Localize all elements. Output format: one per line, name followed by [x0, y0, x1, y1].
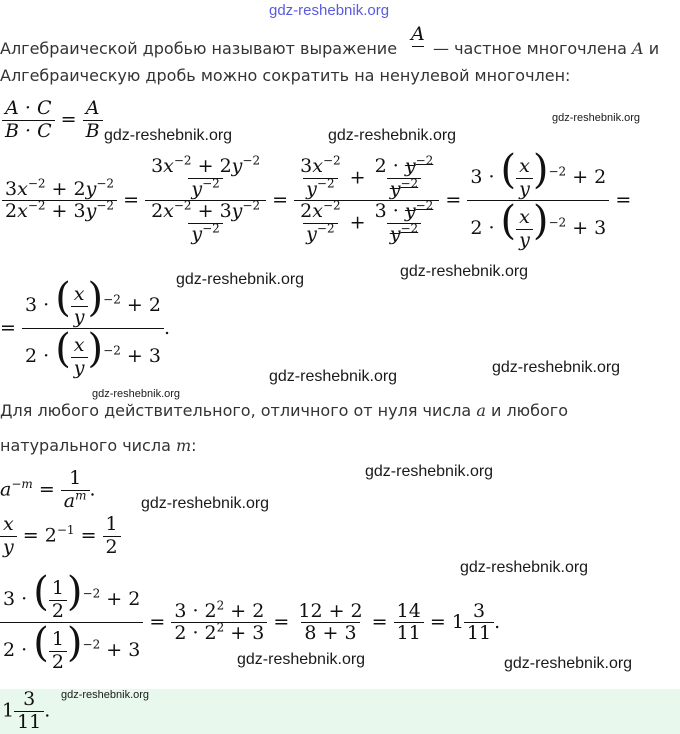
intro-text-1b: — частное многочлена A и	[433, 39, 660, 58]
negative-power-rule: $a^{-m}$ = $\frac{1}{a^m}$ .	[0, 467, 96, 512]
watermark: gdz-reshebnik.org	[61, 689, 150, 701]
cancel-rule: $\frac{A \cdot C}{B \cdot C}$ = $\frac{A}{B}$	[2, 98, 103, 143]
final-computation: 3 · ( $\frac{1}{2}$ )$^{-2}$ + 2 2 · ( $\frac{1}{2}$ )$^{-2}$ + 3 = $\frac{3 \cdot 2^2 + 2}{2 \cdot 2^2 + 3}$ = $\frac{12 + 2}{8 + 3}$ = $\frac{14}{11}$ = 1 $\frac{3}{11}$ .	[0, 572, 500, 674]
ratio-value: $\frac{x}{y}$ = $2^{-1}$ = $\frac{1}{2}$	[0, 514, 121, 559]
answer-value: 1 $\frac{3}{11}$ .	[2, 688, 51, 733]
intro-text-2: Алгебраическую дробь можно сократить на ненулевой многочлен:	[0, 66, 571, 85]
watermark: gdz-reshebnik.org	[552, 112, 641, 124]
watermark: gdz-reshebnik.org	[328, 127, 457, 144]
watermark: gdz-reshebnik.org	[104, 127, 233, 144]
text-any-number: Для любого действительного, отличного от нуля числа a и любого	[0, 401, 568, 420]
watermark: gdz-reshebnik.org	[176, 271, 305, 288]
fraction-a-over-b: A	[408, 24, 428, 69]
watermark: gdz-reshebnik.org	[141, 495, 270, 512]
watermark: gdz-reshebnik.org	[237, 651, 366, 668]
watermark: gdz-reshebnik.org	[400, 263, 529, 280]
expression-step1: $\frac{3x^{-2} + 2y^{-2}}{2x^{-2} + 3y^{-2}}$ = $\frac{\frac{3x^{-2} + 2y^{-2}}{y^{-2}}}{\frac{2x^{-2} + 3y^{-2}}{y^{-2}}}$ = $\frac{3x^{-2}}{y^{-2}}$ + $\frac{2 \cdot y^{-2}}{y^{-2}}$ $\frac{2x^{-2}}{y^{-2}}$ + $\frac{3 \cdot y^{-2}}{y^{-2}}$ = 3 · ( $\frac{x}{y}$ )$^{-2}$ + 2 2 · ( $\frac{x}{y}$ )$^{-2}$ + 3 =	[2, 150, 631, 252]
watermark: gdz-reshebnik.org	[492, 359, 621, 376]
expression-step2: = 3 · ( $\frac{x}{y}$ )$^{-2}$ + 2 2 · ( $\frac{x}{y}$ )$^{-2}$ + 3 .	[0, 275, 170, 379]
watermark: gdz-reshebnik.org	[504, 655, 633, 672]
watermark-top: gdz-reshebnik.org	[269, 2, 390, 19]
watermark: gdz-reshebnik.org	[92, 388, 181, 400]
watermark: gdz-reshebnik.org	[269, 368, 398, 385]
watermark: gdz-reshebnik.org	[460, 559, 589, 576]
watermark: gdz-reshebnik.org	[365, 463, 494, 480]
intro-text-1: Алгебраической дробью называют выражение	[0, 39, 398, 58]
text-natural: натурального числа m:	[0, 436, 197, 455]
